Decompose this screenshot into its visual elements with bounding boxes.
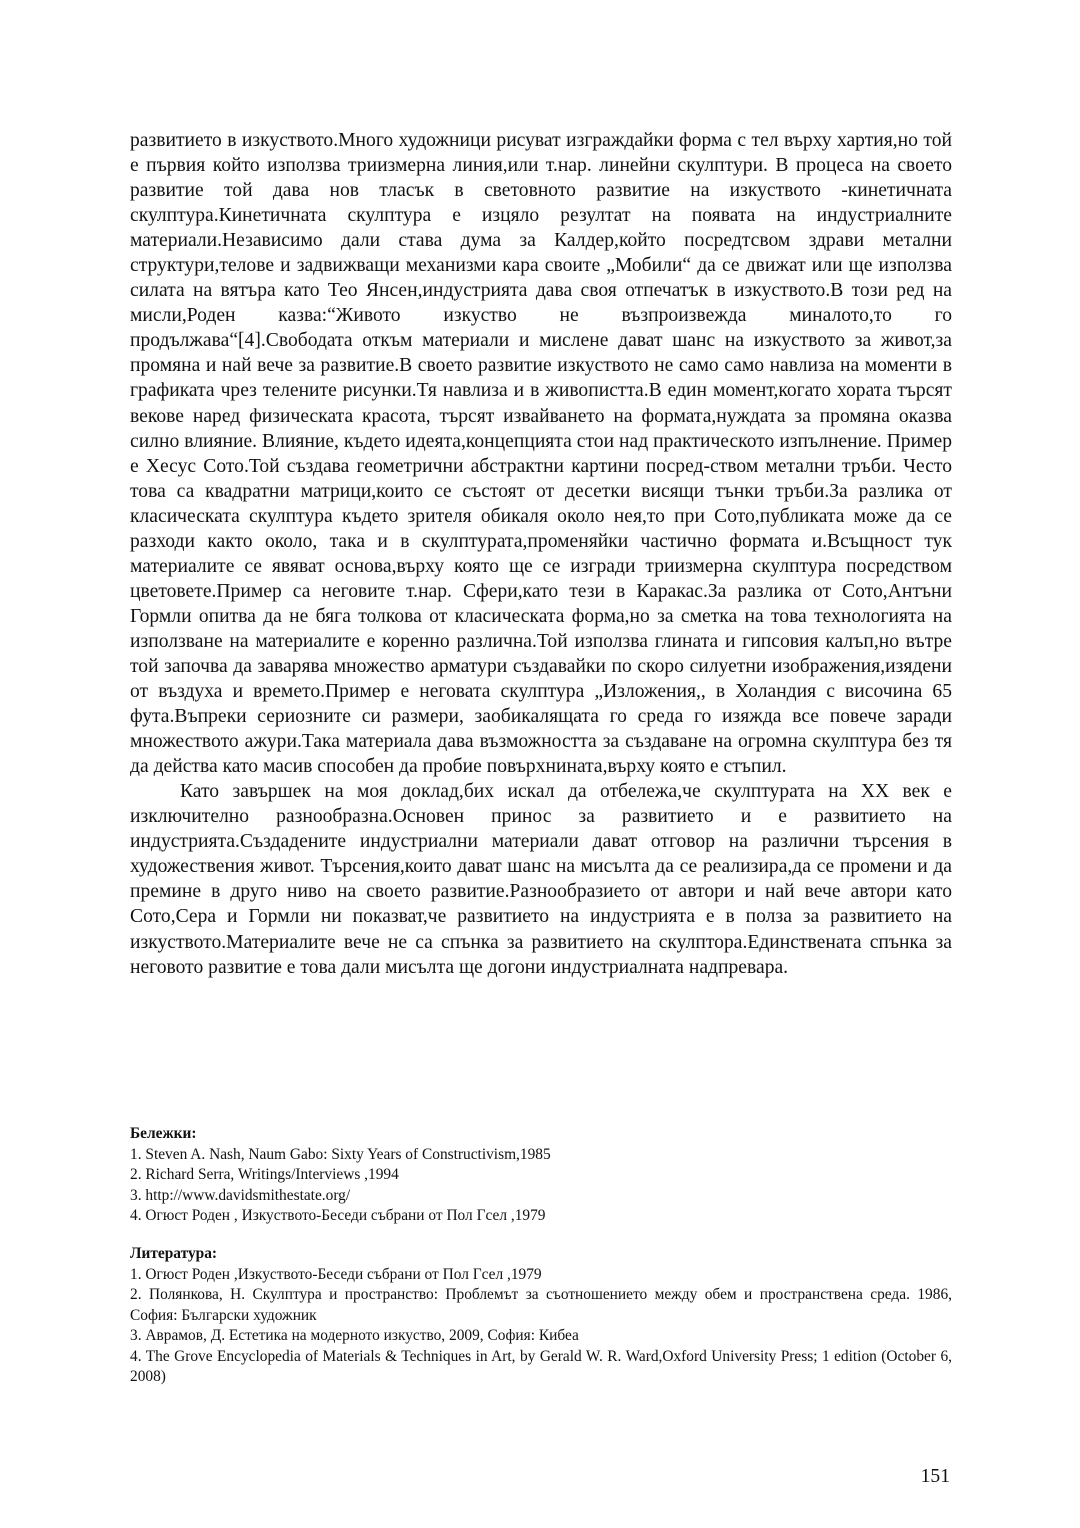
notes-section (130, 1124, 952, 1227)
note-item: 2. Richard Serra, Writings/Interviews ,1994 (130, 1166, 399, 1183)
literature-item: 1. Огюст Роден ,Изкуството-Беседи събрани от Пол Гсел ,1979 (130, 1265, 542, 1283)
literature-item: 4. The Grove Encyclopedia of Materials & Techniques in Art, by Gerald W. R. Ward,Oxford University Press; 1 edition (October 6, 2008) (130, 1347, 952, 1385)
page-number: 151 (920, 1466, 950, 1487)
note-item: 1. Steven A. Nash, Naum Gabo: Sixty Years of Constructivism,1985 (130, 1145, 551, 1163)
note-item: 3. http://www.davidsmithestate.org/ (130, 1186, 351, 1204)
body-paragraph: Като завършек на моя доклад,бих искал да отбележа,че скулптурата на XX век е изключително разнообразна.Основен принос за развитието и е развитието на индустрията.Създадените индустриални материали дават отговор на различни търсения в художествения живот. Търсения,които дават шанс на мисълта да се реализира,да се промени и да премине в друго ниво на своето развитие.Разнообразието от автори и най вече автори като Сото,Сера и Гормли ни показват,че развитието на индустрията е в полза за развитието на изкуството.Материалите вече не са спънка за развитието на скулптора.Единствената спънка за неговото развитие е това дали мисълта ще догони индустриалната надпревара. (130, 781, 952, 978)
notes-heading: Бележки: (130, 1125, 197, 1142)
literature-item: 2. Полянкова, Н. Скулптура и пространство: Проблемът за съотношението между обем и пространствена среда. 1986, София: Български художник (130, 1286, 952, 1324)
note-item: 4. Огюст Роден , Изкуството-Беседи събрани от Пол Гсел ,1979 (130, 1207, 546, 1224)
body-paragraph: развитието в изкуството.Много художници рисуват изграждайки форма с тел върху хартия,но той е първия който използва триизмерна линия,или т.нар. линейни скулптури. В процеса на своето развитие той дава нов тласък в световното развитие на изкуството -кинетичната скулптура.Кинетичната скулптура е изцяло резултат на появата на индустриалните материали.Независимо дали става дума за Калдер,който посредтсвом здрави метални структури,телове и задвижващи механизми кара своите „Мобили“ да се движат или ще използва силата на вятъра като Тео Янсен,индустрията дава своя отпечатък в изкуството.В този ред на мисли,Роден казва:“Живото изкуство не възпроизвежда миналото,то го продължава“[4].Свободата откъм материали и мислене дават шанс на изкуството за живот,за промяна и най вече за развитие.В своето развитие изкуството не само само навлиза на моменти в графиката чрез телените рисунки.Тя навлиза и в живописттa.В един момент,когато хората търсят векове наред физическата красота, търсят извайването на формата,нуждата за промяна оказва силно влияние. Влияние, където идеята,концепцията стои над практическото изпълнение. Пример е Хесус Сото.Той създава геометрични абстрактни картини посред-ством метални тръби. Често това са квадратни матрици,които се състоят от десетки висящи тънки тръби.За разлика от класическата скулптура където зрителя обикаля около нея,то при Сото,публиката може да се разходи както около, така и в скулптурата,променяйки частично формата и.Всъщност тук материалите се явяват основа,върху която ще се изгради триизмерна скулптура посредством цветовете.Пример са неговите т.нар. Сфери,като тези в Каракас.За разлика от Сото,Антъни Гормли опитва да не бяга толкова от класическата форма,но за сметка на това технологията на използване на материалите е коренно различна.Той използва глината и гипсовия калъп,но вътре той започва да заварява множество арматури създавайки по скоро силуетни изображения,изядени от въздуха и времето.Пример е неговата скулптура „Изложения,, в Холандия с височина 65 фута.Въпреки сериозните си размери, заобикалящата го среда го изяжда все повече заради множеството ажури.Така материала дава възможността за създаване на огромна скулптура без тя да действа като масив способен да пробие повърхнината,върху която е стъпил. (130, 130, 952, 778)
body-text (130, 128, 952, 980)
literature-item: 3. Аврамов, Д. Естетика на модерното изкуство, 2009, София: Кибеа (130, 1327, 579, 1344)
literature-list (130, 1265, 952, 1388)
literature-section (130, 1244, 952, 1388)
notes-list (130, 1145, 952, 1227)
literature-heading: Литература: (130, 1245, 218, 1262)
